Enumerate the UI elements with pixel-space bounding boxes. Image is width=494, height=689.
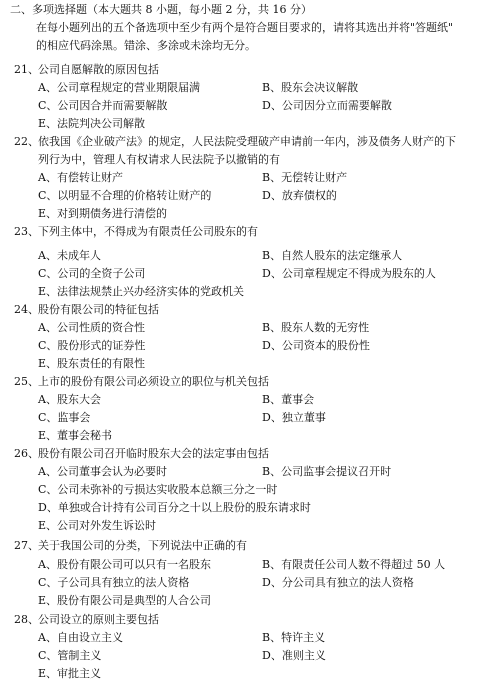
option-a: A、自由设立主义 bbox=[38, 631, 123, 644]
option-b: B、股东人数的无穷性 bbox=[262, 321, 370, 334]
question-stem: 股份有限公司召开临时股东大会的法定事由包括 bbox=[38, 447, 269, 460]
question-number: 25、 bbox=[14, 375, 39, 388]
option-a: A、公司性质的资合性 bbox=[38, 321, 145, 334]
question-number: 21、 bbox=[14, 63, 39, 76]
option-e: E、股份有限公司是典型的人合公司 bbox=[38, 594, 212, 607]
option-c: C、公司因合并而需要解散 bbox=[38, 99, 168, 112]
question-number: 24、 bbox=[14, 303, 39, 316]
option-b: B、自然人股东的法定继承人 bbox=[262, 249, 403, 262]
option-b: B、公司监事会提议召开时 bbox=[262, 465, 392, 478]
question-stem: 上市的股份有限公司必须设立的职位与机关包括 bbox=[38, 375, 269, 388]
question-stem: 关于我国公司的分类，下列说法中正确的有 bbox=[38, 539, 247, 552]
option-d: D、公司资本的股份性 bbox=[262, 339, 370, 352]
option-b: B、股东会决议解散 bbox=[262, 81, 359, 94]
option-c: C、以明显不合理的价格转让财产的 bbox=[38, 189, 212, 202]
option-e: E、法院判决公司解散 bbox=[38, 117, 146, 130]
question-number: 23、 bbox=[14, 225, 39, 238]
option-a: A、公司章程规定的营业期限届满 bbox=[38, 81, 200, 94]
option-a: A、有偿转让财产 bbox=[38, 171, 123, 184]
option-d: D、公司章程规定不得成为股东的人 bbox=[262, 267, 436, 280]
question-number: 22、 bbox=[14, 135, 39, 148]
option-e: E、对到期债务进行清偿的 bbox=[38, 207, 168, 220]
question-stem: 公司设立的原则主要包括 bbox=[38, 613, 159, 626]
option-e: E、董事会秘书 bbox=[38, 429, 113, 442]
option-c: C、子公司具有独立的法人资格 bbox=[38, 576, 190, 589]
option-d: D、公司因分立而需要解散 bbox=[262, 99, 392, 112]
option-c: C、监事会 bbox=[38, 411, 91, 424]
option-e: E、股东责任的有限性 bbox=[38, 357, 146, 370]
section-heading: 二、多项选择题（本大题共 8 小题，每小题 2 分，共 16 分） bbox=[10, 3, 312, 16]
option-c: C、股份形式的证券性 bbox=[38, 339, 146, 352]
option-b: B、特许主义 bbox=[262, 631, 326, 644]
option-c: C、公司未弥补的亏损达实收股本总额三分之一时 bbox=[38, 483, 278, 496]
option-a: A、股份有限公司可以只有一名股东 bbox=[38, 558, 211, 571]
option-c: C、公司的全资子公司 bbox=[38, 267, 146, 280]
question-stem: 依我国《企业破产法》的规定，人民法院受理破产申请前一年内，涉及债务人财产的下 bbox=[38, 135, 456, 148]
option-a: A、公司董事会认为必要时 bbox=[38, 465, 167, 478]
option-d: D、单独或合计持有公司百分之十以上股份的股东请求时 bbox=[38, 501, 311, 514]
option-b: B、董事会 bbox=[262, 393, 315, 406]
option-e: E、公司对外发生诉讼时 bbox=[38, 519, 157, 532]
question-stem: 公司自愿解散的原因包括 bbox=[38, 63, 159, 76]
option-e: E、审批主义 bbox=[38, 667, 102, 680]
question-stem: 股份有限公司的特征包括 bbox=[38, 303, 159, 316]
question-stem: 下列主体中，不得成为有限责任公司股东的有 bbox=[38, 225, 258, 238]
instructions-line-1: 在每小题列出的五个备选项中至少有两个是符合题目要求的，请将其选出并将"答题纸" bbox=[36, 21, 454, 34]
question-number: 27、 bbox=[14, 539, 39, 552]
question-number: 28、 bbox=[14, 613, 39, 626]
option-c: C、管制主义 bbox=[38, 649, 102, 662]
option-d: D、独立董事 bbox=[262, 411, 326, 424]
option-b: B、有限责任公司人数不得超过 50 人 bbox=[262, 558, 446, 571]
option-d: D、分公司具有独立的法人资格 bbox=[262, 576, 414, 589]
question-stem-continued: 列行为中，管理人有权请求人民法院予以撤销的有 bbox=[38, 153, 280, 166]
instructions-line-2: 的相应代码涂黑。错涂、多涂或未涂均无分。 bbox=[36, 39, 256, 52]
option-a: A、未成年人 bbox=[38, 249, 101, 262]
option-e: E、法律法规禁止兴办经济实体的党政机关 bbox=[38, 285, 245, 298]
option-b: B、无偿转让财产 bbox=[262, 171, 348, 184]
option-a: A、股东大会 bbox=[38, 393, 101, 406]
option-d: D、放弃债权的 bbox=[262, 189, 337, 202]
option-d: D、准则主义 bbox=[262, 649, 326, 662]
question-number: 26、 bbox=[14, 447, 39, 460]
